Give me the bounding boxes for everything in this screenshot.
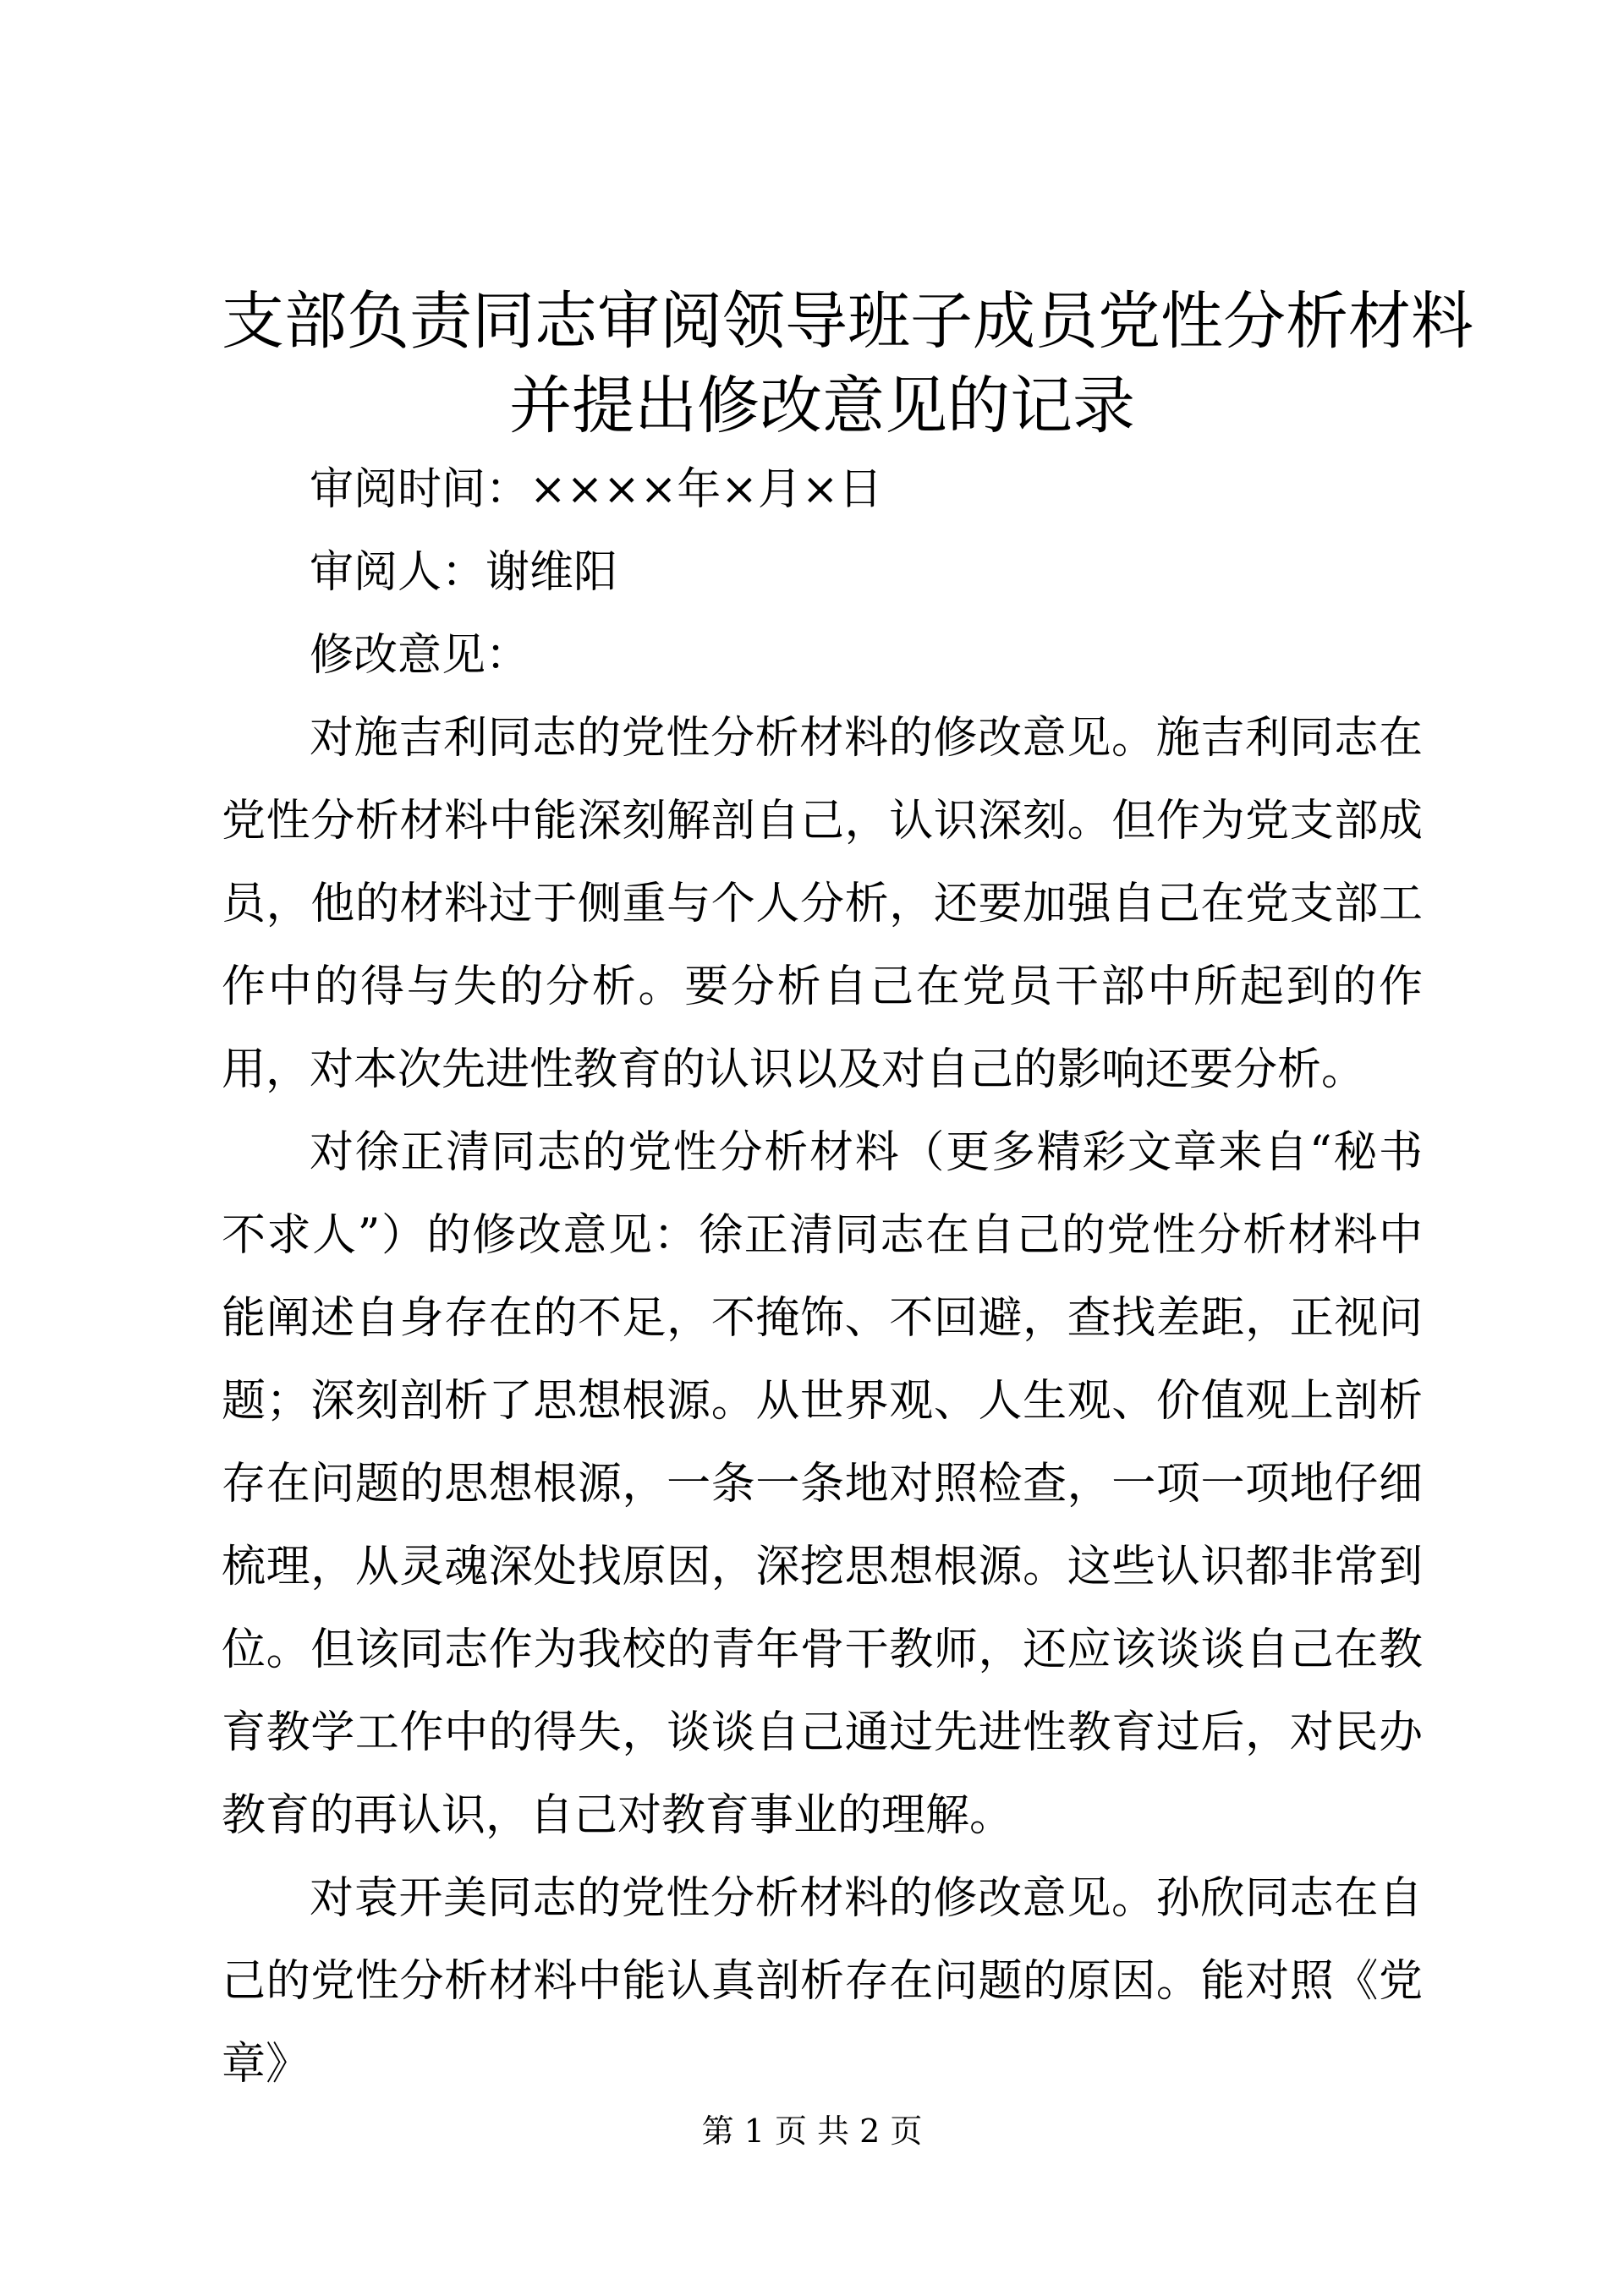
reviewer: 审阅人：谢维阳 bbox=[310, 547, 618, 598]
opinion-label: 修改意见： bbox=[310, 630, 530, 681]
title-line-1: 支部负责同志审阅领导班子成员党性分析材料 bbox=[222, 285, 1473, 358]
paragraph-3: 对袁开美同志的党性分析材料的修改意见。孙欣同志在自己的党性分析材料中能认真剖析存在问题的原因。能对照《党章》 bbox=[222, 1873, 1423, 2090]
page-footer: 第 1 页 共 2 页 bbox=[701, 2112, 923, 2150]
paragraph-1: 对施吉利同志的党性分析材料的修改意见。施吉利同志在党性分析材料中能深刻解剖自己，认识深刻。但作为党支部成员，他的材料过于侧重与个人分析，还要加强自己在党支部工作中的得与失的分析。要分析自己在党员干部中所起到的作用，对本次先进性教育的认识以及对自己的影响还要分析。 bbox=[222, 713, 1423, 1095]
paragraph-2: 对徐正清同志的党性分析材料（更多精彩文章来自“秘书不求人”）的修改意见：徐正清同志在自己的党性分析材料中能阐述自身存在的不足，不掩饰、不回避，查找差距，正视问题；深刻剖析了思想根源。从世界观、人生观、价值观上剖析存在问题的思想根源，一条一条地对照检查，一项一项地仔细梳理，从灵魂深处找原因，深挖思想根源。这些认识都非常到位。但该同志作为我校的青年骨干教师，还应该谈谈自己在教育教学工作中的得失，谈谈自己通过先进性教育过后，对民办教育的再认识，自己对教育事业的理解。 bbox=[222, 1127, 1423, 1841]
title-line-2: 并提出修改意见的记录 bbox=[509, 370, 1135, 442]
document-title bbox=[222, 279, 1473, 448]
review-time: 审阅时间：××××年×月×日 bbox=[310, 464, 883, 515]
document-page bbox=[222, 279, 1473, 2106]
